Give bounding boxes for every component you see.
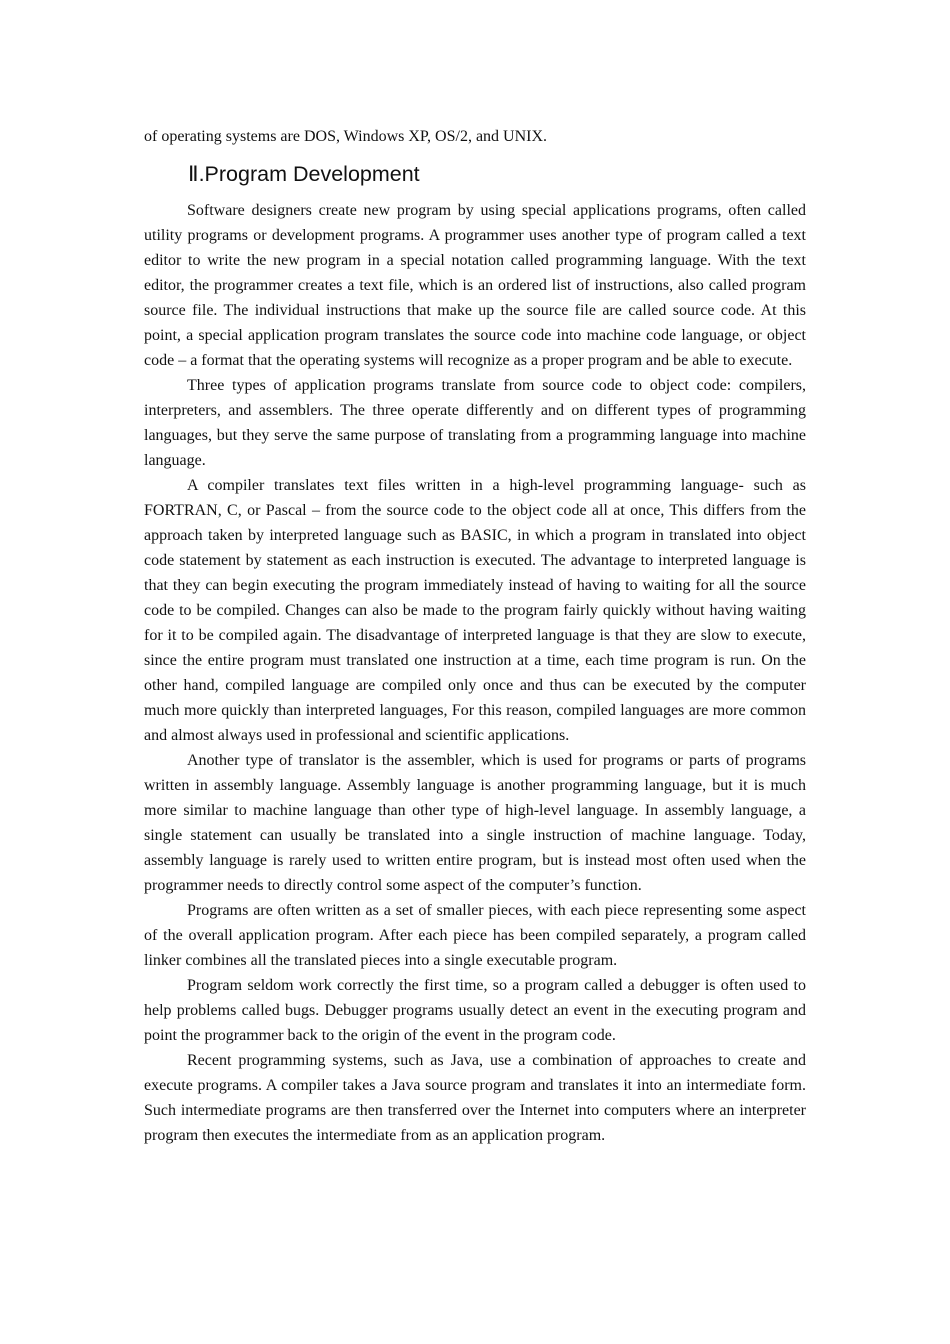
section-heading: Ⅱ.Program Development — [188, 162, 420, 186]
paragraph-translator-types: Three types of application programs translate from source code to object code: compilers, interpreters, and assemblers. The three operate differently and on different types of programming languages, but they serve the same purpose of translating from a programming language into machine language. — [144, 377, 806, 469]
document-body — [144, 124, 806, 1148]
paragraph-assembler: Another type of translator is the assembler, which is used for programs or parts of programs written in assembly language. Assembly language is another programming language, but it is much more similar to machine language than other type of high-level language. In assembly language, a single statement can usually be translated into a single instruction of machine language. Today, assembly language is rarely used to written entire program, but is instead most often used when the programmer needs to directly control some aspect of the computer’s function. — [144, 752, 806, 894]
paragraph-compiler: A compiler translates text files written in a high-level programming language- such as FORTRAN, C, or Pascal – from the source code to the object code all at once, This differs from the approach taken by interpreted language such as BASIC, in which a program in translated into object code statement by statement as each instruction is executed. The advantage to interpreted language is that they can begin executing the program immediately instead of having to waiting for all the source code to be compiled. Changes can also be made to the program fairly quickly without having waiting for it to be compiled again. The disadvantage of interpreted language is that they are slow to execute, since the entire program must translated one instruction at a time, each time program is run. On the other hand, compiled language are compiled only once and thus can be executed by the computer much more quickly than interpreted languages, For this reason, compiled languages are more common and almost always used in professional and scientific applications. — [144, 477, 806, 744]
paragraph-software-designers: Software designers create new program by using special applications programs, often called utility programs or development programs. A programmer uses another type of program called a text editor to write the new program in a special notation called programming language. With the text editor, the programmer creates a text file, which is an ordered list of instructions, also called program source file. The individual instructions that make up the source file are called source code. At this point, a special application program translates the source code into machine code language, or object code – a format that the operating systems will recognize as a proper program and be able to execute. — [144, 202, 806, 369]
lead-text: of operating systems are DOS, Windows XP, OS/2, and UNIX. — [144, 128, 548, 145]
paragraph-java: Recent programming systems, such as Java, use a combination of approaches to create and execute programs. A compiler takes a Java source program and translates it into an intermediate form. Such intermediate programs are then transferred over the Internet into computers where an interpreter program then executes the intermediate from as an application program. — [144, 1052, 806, 1144]
paragraph-linker: Programs are often written as a set of smaller pieces, with each piece representing some aspect of the overall application program. After each piece has been compiled separately, a program called linker combines all the translated pieces into a single executable program. — [144, 902, 806, 969]
paragraph-debugger: Program seldom work correctly the first time, so a program called a debugger is often used to help problems called bugs. Debugger programs usually detect an event in the executing program and point the programmer back to the origin of the event in the program code. — [144, 977, 806, 1044]
